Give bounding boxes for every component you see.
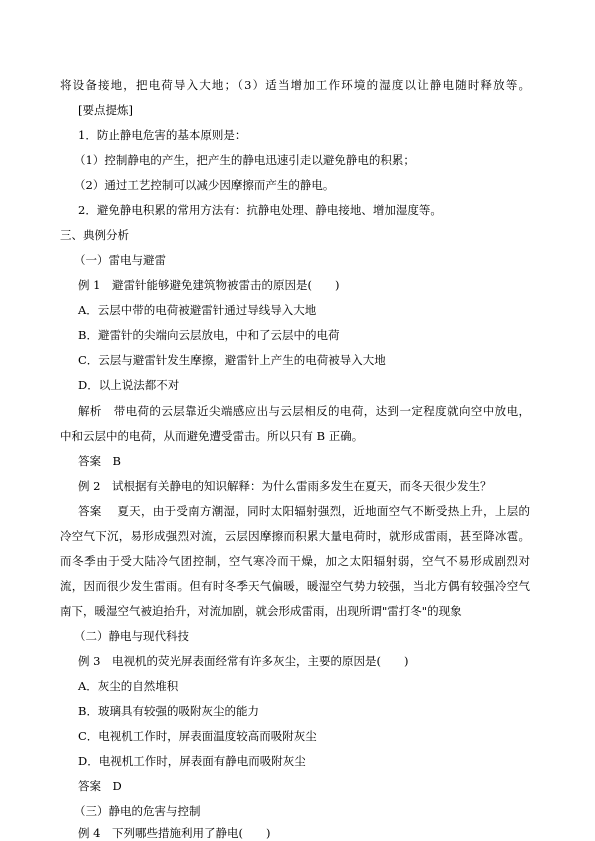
text-line: 2．避免静电积累的常用方法有：抗静电处理、静电接地、增加湿度等。 <box>78 203 442 217</box>
text-line: （2）通过工艺控制可以减少因摩擦而产生的静电。 <box>74 178 335 192</box>
subsection-heading: （二）静电与现代科技 <box>74 629 189 643</box>
answer-line: 冷空气下沉，易形成强烈对流，云层因摩擦而积累大量电荷时，就形成雷雨，甚至降冰雹。 <box>60 529 530 543</box>
answer-line: 答案 D <box>78 779 122 793</box>
example-question: 例 3 电视机的荧光屏表面经常有许多灰尘，主要的原因是( ) <box>78 654 409 668</box>
subsection-heading: （三）静电的危害与控制 <box>74 804 201 818</box>
text-line: 1．防止静电危害的基本原则是： <box>78 128 247 142</box>
answer-line: 流，因而很少发生雷雨。但有时冬季天气偏暖，暖湿空气势力较强，当北方偶有较强冷空气 <box>60 579 530 593</box>
option-c: C．云层与避雷针发生摩擦，避雷针上产生的电荷被导入大地 <box>78 353 386 367</box>
answer-line: 南下，暖湿空气被迫抬升，对流加剧，就会形成雷雨，出现所谓"雷打冬"的现象 <box>60 604 462 618</box>
option-c: C．电视机工作时，屏表面温度较高而吸附灰尘 <box>78 729 317 743</box>
text-line: 将设备接地，把电荷导入大地；（3）适当增加工作环境的湿度以让静电随时释放等。 <box>60 78 530 92</box>
option-a: A．灰尘的自然堆积 <box>78 679 179 693</box>
section-heading: [要点提炼] <box>78 103 133 117</box>
section-heading: 三、典例分析 <box>60 228 129 242</box>
option-d: D．以上说法都不对 <box>78 378 180 392</box>
analysis-line: 中和云层中的电荷，从而避免遭受雷击。所以只有 B 正确。 <box>60 429 364 443</box>
subsection-heading: （一）雷电与避雷 <box>74 253 166 267</box>
text-line: （1）控制静电的产生，把产生的静电迅速引走以避免静电的积累； <box>74 153 415 167</box>
answer-line: 答案 B <box>78 454 121 468</box>
option-b: B．避雷针的尖端向云层放电，中和了云层中的电荷 <box>78 328 340 342</box>
answer-line: 而冬季由于受大陆冷气团控制，空气寒冷而干燥，加之太阳辐射弱，空气不易形成剧烈对 <box>60 554 530 568</box>
example-question: 例 1 避雷针能够避免建筑物被雷击的原因是( ) <box>78 278 340 292</box>
option-d: D．电视机工作时，屏表面有静电而吸附灰尘 <box>78 754 306 768</box>
option-a: A．云层中带的电荷被避雷针通过导线导入大地 <box>78 303 317 317</box>
example-question: 例 2 试根据有关静电的知识解释：为什么雷雨多发生在夏天，而冬天很少发生？ <box>78 479 492 493</box>
example-question: 例 4 下列哪些措施利用了静电( ) <box>78 826 271 840</box>
analysis-line: 解析 带电荷的云层靠近尖端感应出与云层相反的电荷，达到一定程度就向空中放电， <box>78 404 530 418</box>
answer-line: 答案 夏天，由于受南方潮湿，同时太阳辐射强烈，近地面空气不断受热上升，上层的 <box>78 504 530 518</box>
option-b: B．玻璃具有较强的吸附灰尘的能力 <box>78 704 259 718</box>
